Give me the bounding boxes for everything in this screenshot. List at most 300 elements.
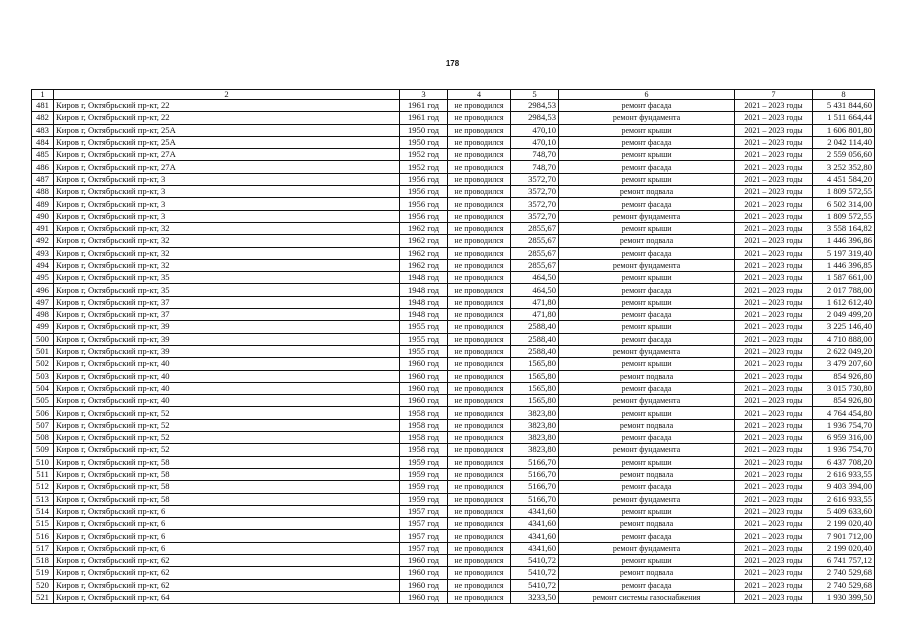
row-number-cell: 493	[32, 247, 54, 259]
cost-cell: 854 926,80	[813, 370, 875, 382]
area-cell: 3572,70	[511, 210, 559, 222]
last-repair-cell: не проводился	[448, 468, 511, 480]
build-year-cell: 1959 год	[400, 468, 448, 480]
area-cell: 2984,53	[511, 112, 559, 124]
build-year-cell: 1960 год	[400, 358, 448, 370]
last-repair-cell: не проводился	[448, 259, 511, 271]
address-cell: Киров г, Октябрьский пр-кт, 62	[54, 554, 400, 566]
work-type-cell: ремонт фундамента	[559, 345, 735, 357]
row-number-cell: 517	[32, 542, 54, 554]
table-row	[32, 309, 875, 321]
address-cell: Киров г, Октябрьский пр-кт, 27А	[54, 149, 400, 161]
work-type-cell: ремонт подвала	[559, 518, 735, 530]
build-year-cell: 1962 год	[400, 247, 448, 259]
work-type-cell: ремонт подвала	[559, 186, 735, 198]
last-repair-cell: не проводился	[448, 210, 511, 222]
work-type-cell: ремонт системы газоснабжения	[559, 591, 735, 603]
row-number-cell: 490	[32, 210, 54, 222]
cost-cell: 1 930 399,50	[813, 591, 875, 603]
table-row	[32, 161, 875, 173]
period-cell: 2021 – 2023 годы	[735, 321, 813, 333]
cost-cell: 1 606 801,80	[813, 124, 875, 136]
build-year-cell: 1962 год	[400, 259, 448, 271]
work-type-cell: ремонт фасада	[559, 136, 735, 148]
cost-cell: 7 901 712,00	[813, 530, 875, 542]
last-repair-cell: не проводился	[448, 407, 511, 419]
build-year-cell: 1958 год	[400, 432, 448, 444]
last-repair-cell: не проводился	[448, 456, 511, 468]
build-year-cell: 1956 год	[400, 186, 448, 198]
row-number-cell: 501	[32, 345, 54, 357]
work-type-cell: ремонт фундамента	[559, 493, 735, 505]
build-year-cell: 1959 год	[400, 481, 448, 493]
cost-cell: 1 612 612,40	[813, 296, 875, 308]
last-repair-cell: не проводился	[448, 284, 511, 296]
row-number-cell: 519	[32, 567, 54, 579]
work-type-cell: ремонт крыши	[559, 358, 735, 370]
table-row	[32, 247, 875, 259]
row-number-cell: 506	[32, 407, 54, 419]
last-repair-cell: не проводился	[448, 493, 511, 505]
period-cell: 2021 – 2023 годы	[735, 259, 813, 271]
table-row	[32, 419, 875, 431]
table-row	[32, 112, 875, 124]
table-row	[32, 370, 875, 382]
cost-cell: 4 710 888,00	[813, 333, 875, 345]
period-cell: 2021 – 2023 годы	[735, 333, 813, 345]
cost-cell: 4 764 454,80	[813, 407, 875, 419]
build-year-cell: 1959 год	[400, 493, 448, 505]
last-repair-cell: не проводился	[448, 382, 511, 394]
period-cell: 2021 – 2023 годы	[735, 382, 813, 394]
cost-cell: 6 741 757,12	[813, 554, 875, 566]
build-year-cell: 1948 год	[400, 309, 448, 321]
work-type-cell: ремонт подвала	[559, 567, 735, 579]
cost-cell: 1 587 661,00	[813, 272, 875, 284]
last-repair-cell: не проводился	[448, 542, 511, 554]
cost-cell: 2 049 499,20	[813, 309, 875, 321]
cost-cell: 2 622 049,20	[813, 345, 875, 357]
cost-cell: 3 558 164,82	[813, 222, 875, 234]
period-cell: 2021 – 2023 годы	[735, 505, 813, 517]
build-year-cell: 1957 год	[400, 542, 448, 554]
cost-cell: 3 252 352,80	[813, 161, 875, 173]
period-cell: 2021 – 2023 годы	[735, 284, 813, 296]
address-cell: Киров г, Октябрьский пр-кт, 62	[54, 579, 400, 591]
build-year-cell: 1958 год	[400, 444, 448, 456]
period-cell: 2021 – 2023 годы	[735, 370, 813, 382]
period-cell: 2021 – 2023 годы	[735, 591, 813, 603]
cost-cell: 854 926,80	[813, 395, 875, 407]
build-year-cell: 1948 год	[400, 284, 448, 296]
work-type-cell: ремонт фасада	[559, 284, 735, 296]
last-repair-cell: не проводился	[448, 296, 511, 308]
area-cell: 464,50	[511, 284, 559, 296]
row-number-cell: 499	[32, 321, 54, 333]
address-cell: Киров г, Октябрьский пр-кт, 62	[54, 567, 400, 579]
last-repair-cell: не проводился	[448, 100, 511, 112]
address-cell: Киров г, Октябрьский пр-кт, 35	[54, 272, 400, 284]
table-row	[32, 505, 875, 517]
page-number: 178	[445, 59, 460, 68]
cost-cell: 4 451 584,20	[813, 173, 875, 185]
period-cell: 2021 – 2023 годы	[735, 542, 813, 554]
table-body	[32, 100, 875, 604]
last-repair-cell: не проводился	[448, 345, 511, 357]
period-cell: 2021 – 2023 годы	[735, 481, 813, 493]
period-cell: 2021 – 2023 годы	[735, 112, 813, 124]
address-cell: Киров г, Октябрьский пр-кт, 37	[54, 296, 400, 308]
build-year-cell: 1960 год	[400, 395, 448, 407]
row-number-cell: 497	[32, 296, 54, 308]
build-year-cell: 1956 год	[400, 210, 448, 222]
row-number-cell: 508	[32, 432, 54, 444]
address-cell: Киров г, Октябрьский пр-кт, 3	[54, 210, 400, 222]
address-cell: Киров г, Октябрьский пр-кт, 52	[54, 407, 400, 419]
area-cell: 3572,70	[511, 173, 559, 185]
row-number-cell: 485	[32, 149, 54, 161]
period-cell: 2021 – 2023 годы	[735, 518, 813, 530]
area-cell: 3823,80	[511, 419, 559, 431]
period-cell: 2021 – 2023 годы	[735, 432, 813, 444]
build-year-cell: 1948 год	[400, 296, 448, 308]
area-cell: 471,80	[511, 309, 559, 321]
work-type-cell: ремонт подвала	[559, 468, 735, 480]
row-number-cell: 503	[32, 370, 54, 382]
period-cell: 2021 – 2023 годы	[735, 161, 813, 173]
cost-cell: 2 616 933,55	[813, 493, 875, 505]
last-repair-cell: не проводился	[448, 198, 511, 210]
period-cell: 2021 – 2023 годы	[735, 579, 813, 591]
build-year-cell: 1956 год	[400, 198, 448, 210]
area-cell: 748,70	[511, 149, 559, 161]
work-type-cell: ремонт фасада	[559, 530, 735, 542]
last-repair-cell: не проводился	[448, 567, 511, 579]
address-cell: Киров г, Октябрьский пр-кт, 58	[54, 468, 400, 480]
build-year-cell: 1956 год	[400, 173, 448, 185]
table-row	[32, 198, 875, 210]
last-repair-cell: не проводился	[448, 505, 511, 517]
area-cell: 3572,70	[511, 198, 559, 210]
cost-cell: 1 936 754,70	[813, 419, 875, 431]
table-row	[32, 100, 875, 112]
build-year-cell: 1952 год	[400, 161, 448, 173]
row-number-cell: 494	[32, 259, 54, 271]
table-row	[32, 235, 875, 247]
table-row	[32, 321, 875, 333]
row-number-cell: 516	[32, 530, 54, 542]
row-number-cell: 511	[32, 468, 54, 480]
row-number-cell: 502	[32, 358, 54, 370]
row-number-cell: 489	[32, 198, 54, 210]
last-repair-cell: не проводился	[448, 124, 511, 136]
period-cell: 2021 – 2023 годы	[735, 198, 813, 210]
work-type-cell: ремонт фундамента	[559, 112, 735, 124]
row-number-cell: 487	[32, 173, 54, 185]
table-row	[32, 333, 875, 345]
period-cell: 2021 – 2023 годы	[735, 136, 813, 148]
work-type-cell: ремонт фундамента	[559, 395, 735, 407]
area-cell: 470,10	[511, 136, 559, 148]
period-cell: 2021 – 2023 годы	[735, 468, 813, 480]
area-cell: 5166,70	[511, 456, 559, 468]
build-year-cell: 1960 год	[400, 579, 448, 591]
last-repair-cell: не проводился	[448, 112, 511, 124]
build-year-cell: 1960 год	[400, 591, 448, 603]
period-cell: 2021 – 2023 годы	[735, 567, 813, 579]
header-cell: 3	[400, 90, 448, 100]
address-cell: Киров г, Октябрьский пр-кт, 52	[54, 444, 400, 456]
header-cell: 2	[54, 90, 400, 100]
address-cell: Киров г, Октябрьский пр-кт, 22	[54, 112, 400, 124]
work-type-cell: ремонт крыши	[559, 407, 735, 419]
work-type-cell: ремонт фундамента	[559, 259, 735, 271]
table-row	[32, 554, 875, 566]
address-cell: Киров г, Октябрьский пр-кт, 35	[54, 284, 400, 296]
cost-cell: 1 809 572,55	[813, 210, 875, 222]
table-row	[32, 468, 875, 480]
row-number-cell: 482	[32, 112, 54, 124]
table-row	[32, 542, 875, 554]
address-cell: Киров г, Октябрьский пр-кт, 52	[54, 419, 400, 431]
build-year-cell: 1960 год	[400, 567, 448, 579]
area-cell: 471,80	[511, 296, 559, 308]
last-repair-cell: не проводился	[448, 518, 511, 530]
cost-cell: 1 446 396,85	[813, 259, 875, 271]
table-row	[32, 259, 875, 271]
table-row	[32, 591, 875, 603]
area-cell: 5166,70	[511, 493, 559, 505]
row-number-cell: 491	[32, 222, 54, 234]
cost-cell: 1 809 572,55	[813, 186, 875, 198]
table-row	[32, 210, 875, 222]
build-year-cell: 1948 год	[400, 272, 448, 284]
period-cell: 2021 – 2023 годы	[735, 493, 813, 505]
period-cell: 2021 – 2023 годы	[735, 247, 813, 259]
build-year-cell: 1957 год	[400, 530, 448, 542]
area-cell: 3233,50	[511, 591, 559, 603]
address-cell: Киров г, Октябрьский пр-кт, 3	[54, 173, 400, 185]
address-cell: Киров г, Октябрьский пр-кт, 3	[54, 198, 400, 210]
area-cell: 748,70	[511, 161, 559, 173]
last-repair-cell: не проводился	[448, 370, 511, 382]
work-type-cell: ремонт крыши	[559, 222, 735, 234]
period-cell: 2021 – 2023 годы	[735, 309, 813, 321]
table-row	[32, 530, 875, 542]
work-type-cell: ремонт фасада	[559, 579, 735, 591]
last-repair-cell: не проводился	[448, 432, 511, 444]
row-number-cell: 507	[32, 419, 54, 431]
table-row	[32, 345, 875, 357]
last-repair-cell: не проводился	[448, 136, 511, 148]
table-row	[32, 186, 875, 198]
row-number-cell: 514	[32, 505, 54, 517]
last-repair-cell: не проводился	[448, 333, 511, 345]
work-type-cell: ремонт крыши	[559, 296, 735, 308]
period-cell: 2021 – 2023 годы	[735, 173, 813, 185]
period-cell: 2021 – 2023 годы	[735, 419, 813, 431]
row-number-cell: 484	[32, 136, 54, 148]
build-year-cell: 1960 год	[400, 382, 448, 394]
build-year-cell: 1960 год	[400, 554, 448, 566]
work-type-cell: ремонт фасада	[559, 481, 735, 493]
last-repair-cell: не проводился	[448, 591, 511, 603]
work-type-cell: ремонт фасада	[559, 432, 735, 444]
address-cell: Киров г, Октябрьский пр-кт, 58	[54, 493, 400, 505]
area-cell: 3823,80	[511, 444, 559, 456]
area-cell: 2588,40	[511, 345, 559, 357]
table-row	[32, 284, 875, 296]
table-row	[32, 444, 875, 456]
work-type-cell: ремонт фасада	[559, 333, 735, 345]
cost-cell: 2 740 529,68	[813, 579, 875, 591]
build-year-cell: 1955 год	[400, 333, 448, 345]
cost-cell: 5 409 633,60	[813, 505, 875, 517]
address-cell: Киров г, Октябрьский пр-кт, 52	[54, 432, 400, 444]
period-cell: 2021 – 2023 годы	[735, 272, 813, 284]
table-row	[32, 567, 875, 579]
table-row	[32, 432, 875, 444]
period-cell: 2021 – 2023 годы	[735, 358, 813, 370]
cost-cell: 2 042 114,40	[813, 136, 875, 148]
work-type-cell: ремонт фасада	[559, 100, 735, 112]
last-repair-cell: не проводился	[448, 235, 511, 247]
cost-cell: 6 437 708,20	[813, 456, 875, 468]
build-year-cell: 1957 год	[400, 505, 448, 517]
build-year-cell: 1957 год	[400, 518, 448, 530]
period-cell: 2021 – 2023 годы	[735, 124, 813, 136]
header-cell: 4	[448, 90, 511, 100]
cost-cell: 2 740 529,68	[813, 567, 875, 579]
cost-cell: 3 015 730,80	[813, 382, 875, 394]
row-number-cell: 515	[32, 518, 54, 530]
table-row	[32, 481, 875, 493]
area-cell: 4341,60	[511, 505, 559, 517]
table-row	[32, 358, 875, 370]
table-row	[32, 407, 875, 419]
table-row	[32, 382, 875, 394]
last-repair-cell: не проводился	[448, 481, 511, 493]
address-cell: Киров г, Октябрьский пр-кт, 6	[54, 518, 400, 530]
last-repair-cell: не проводился	[448, 395, 511, 407]
address-cell: Киров г, Октябрьский пр-кт, 40	[54, 370, 400, 382]
row-number-cell: 504	[32, 382, 54, 394]
cost-cell: 1 446 396,86	[813, 235, 875, 247]
last-repair-cell: не проводился	[448, 149, 511, 161]
area-cell: 2588,40	[511, 333, 559, 345]
work-type-cell: ремонт фасада	[559, 247, 735, 259]
last-repair-cell: не проводился	[448, 161, 511, 173]
area-cell: 5410,72	[511, 554, 559, 566]
row-number-cell: 500	[32, 333, 54, 345]
table-row	[32, 149, 875, 161]
period-cell: 2021 – 2023 годы	[735, 210, 813, 222]
build-year-cell: 1961 год	[400, 112, 448, 124]
work-type-cell: ремонт крыши	[559, 554, 735, 566]
last-repair-cell: не проводился	[448, 444, 511, 456]
last-repair-cell: не проводился	[448, 419, 511, 431]
cost-cell: 9 403 394,00	[813, 481, 875, 493]
header-row	[32, 90, 875, 100]
work-type-cell: ремонт крыши	[559, 149, 735, 161]
last-repair-cell: не проводился	[448, 272, 511, 284]
work-type-cell: ремонт фундамента	[559, 542, 735, 554]
area-cell: 2855,67	[511, 222, 559, 234]
cost-cell: 1 511 664,44	[813, 112, 875, 124]
table-row	[32, 222, 875, 234]
work-type-cell: ремонт фундамента	[559, 444, 735, 456]
period-cell: 2021 – 2023 годы	[735, 407, 813, 419]
period-cell: 2021 – 2023 годы	[735, 186, 813, 198]
row-number-cell: 496	[32, 284, 54, 296]
last-repair-cell: не проводился	[448, 309, 511, 321]
cost-cell: 5 197 319,40	[813, 247, 875, 259]
work-type-cell: ремонт фундамента	[559, 210, 735, 222]
area-cell: 2588,40	[511, 321, 559, 333]
row-number-cell: 505	[32, 395, 54, 407]
row-number-cell: 498	[32, 309, 54, 321]
row-number-cell: 486	[32, 161, 54, 173]
build-year-cell: 1950 год	[400, 136, 448, 148]
cost-cell: 1 936 754,70	[813, 444, 875, 456]
last-repair-cell: не проводился	[448, 358, 511, 370]
table-row	[32, 173, 875, 185]
row-number-cell: 520	[32, 579, 54, 591]
table-row	[32, 456, 875, 468]
period-cell: 2021 – 2023 годы	[735, 222, 813, 234]
area-cell: 5166,70	[511, 468, 559, 480]
address-cell: Киров г, Октябрьский пр-кт, 3	[54, 186, 400, 198]
cost-cell: 2 199 020,40	[813, 542, 875, 554]
build-year-cell: 1961 год	[400, 100, 448, 112]
period-cell: 2021 – 2023 годы	[735, 554, 813, 566]
work-type-cell: ремонт фасада	[559, 382, 735, 394]
area-cell: 2855,67	[511, 259, 559, 271]
row-number-cell: 495	[32, 272, 54, 284]
table-row	[32, 395, 875, 407]
row-number-cell: 512	[32, 481, 54, 493]
area-cell: 1565,80	[511, 395, 559, 407]
address-cell: Киров г, Октябрьский пр-кт, 39	[54, 321, 400, 333]
address-cell: Киров г, Октябрьский пр-кт, 22	[54, 100, 400, 112]
header-cell: 5	[511, 90, 559, 100]
build-year-cell: 1962 год	[400, 235, 448, 247]
area-cell: 4341,60	[511, 518, 559, 530]
header-cell: 8	[813, 90, 875, 100]
area-cell: 1565,80	[511, 358, 559, 370]
period-cell: 2021 – 2023 годы	[735, 235, 813, 247]
row-number-cell: 483	[32, 124, 54, 136]
work-type-cell: ремонт фасада	[559, 309, 735, 321]
area-cell: 5166,70	[511, 481, 559, 493]
cost-cell: 3 479 207,60	[813, 358, 875, 370]
cost-cell: 2 199 020,40	[813, 518, 875, 530]
address-cell: Киров г, Октябрьский пр-кт, 32	[54, 247, 400, 259]
table-row	[32, 579, 875, 591]
cost-cell: 2 017 788,00	[813, 284, 875, 296]
address-cell: Киров г, Октябрьский пр-кт, 27А	[54, 161, 400, 173]
row-number-cell: 481	[32, 100, 54, 112]
work-type-cell: ремонт крыши	[559, 505, 735, 517]
build-year-cell: 1962 год	[400, 222, 448, 234]
period-cell: 2021 – 2023 годы	[735, 530, 813, 542]
cost-cell: 2 559 056,60	[813, 149, 875, 161]
build-year-cell: 1958 год	[400, 407, 448, 419]
row-number-cell: 509	[32, 444, 54, 456]
repair-program-table	[31, 89, 875, 604]
period-cell: 2021 – 2023 годы	[735, 296, 813, 308]
area-cell: 3823,80	[511, 432, 559, 444]
